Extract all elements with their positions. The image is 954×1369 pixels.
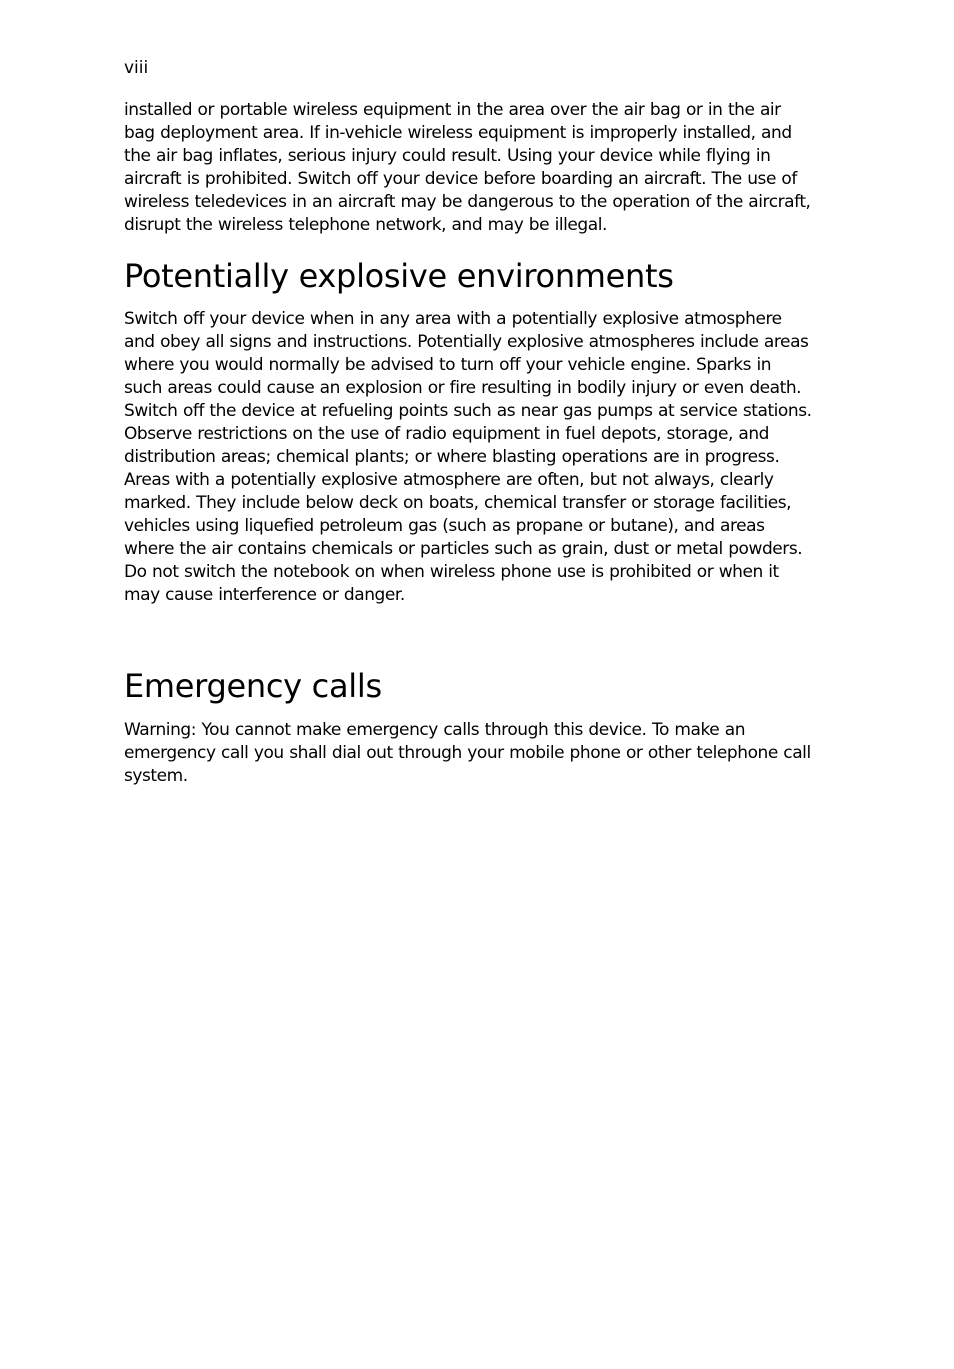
- explosive-environments-heading: Potentially explosive environments: [124, 257, 674, 295]
- emergency-calls-heading: Emergency calls: [124, 667, 382, 705]
- emergency-calls-paragraph: [124, 719, 814, 788]
- page-number: viii: [124, 58, 149, 78]
- warning-label: Warning:: [124, 720, 197, 740]
- warning-text: You cannot make emergency calls through this device. To make an emergency call you shall dial out through your mobile phone or other telephone call system.: [124, 720, 811, 786]
- intro-paragraph: installed or portable wireless equipment in the area over the air bag or in the air bag deployment area. If in-vehicle wireless equipment is improperly installed, and the air bag inflates, serious injury could result. Using your device while flying in aircraft is prohibited. Switch off your device before boarding an aircraft. The use of wireless teledevices in an aircraft may be dangerous to the operation of the aircraft, disrupt the wireless telephone network, and may be illegal.: [124, 100, 811, 235]
- explosive-environments-paragraph: Switch off your device when in any area with a potentially explosive atmosphere and obey all signs and instructions. Potentially explosive atmospheres include areas where you would normally be advised to turn off your vehicle engine. Sparks in such areas could cause an explosion or fire resulting in bodily injury or even death. Switch off the device at refueling points such as near gas pumps at service stations. Observe restrictions on the use of radio equipment in fuel depots, storage, and distribution areas; chemical plants; or where blasting operations are in progress. Areas with a potentially explosive atmosphere are often, but not always, clearly marked. They include below deck on boats, chemical transfer or storage facilities, vehicles using liquefied petroleum gas (such as propane or butane), and areas where the air contains chemicals or particles such as grain, dust or metal powders. Do not switch the notebook on when wireless phone use is prohibited or when it may cause interference or danger.: [124, 309, 812, 605]
